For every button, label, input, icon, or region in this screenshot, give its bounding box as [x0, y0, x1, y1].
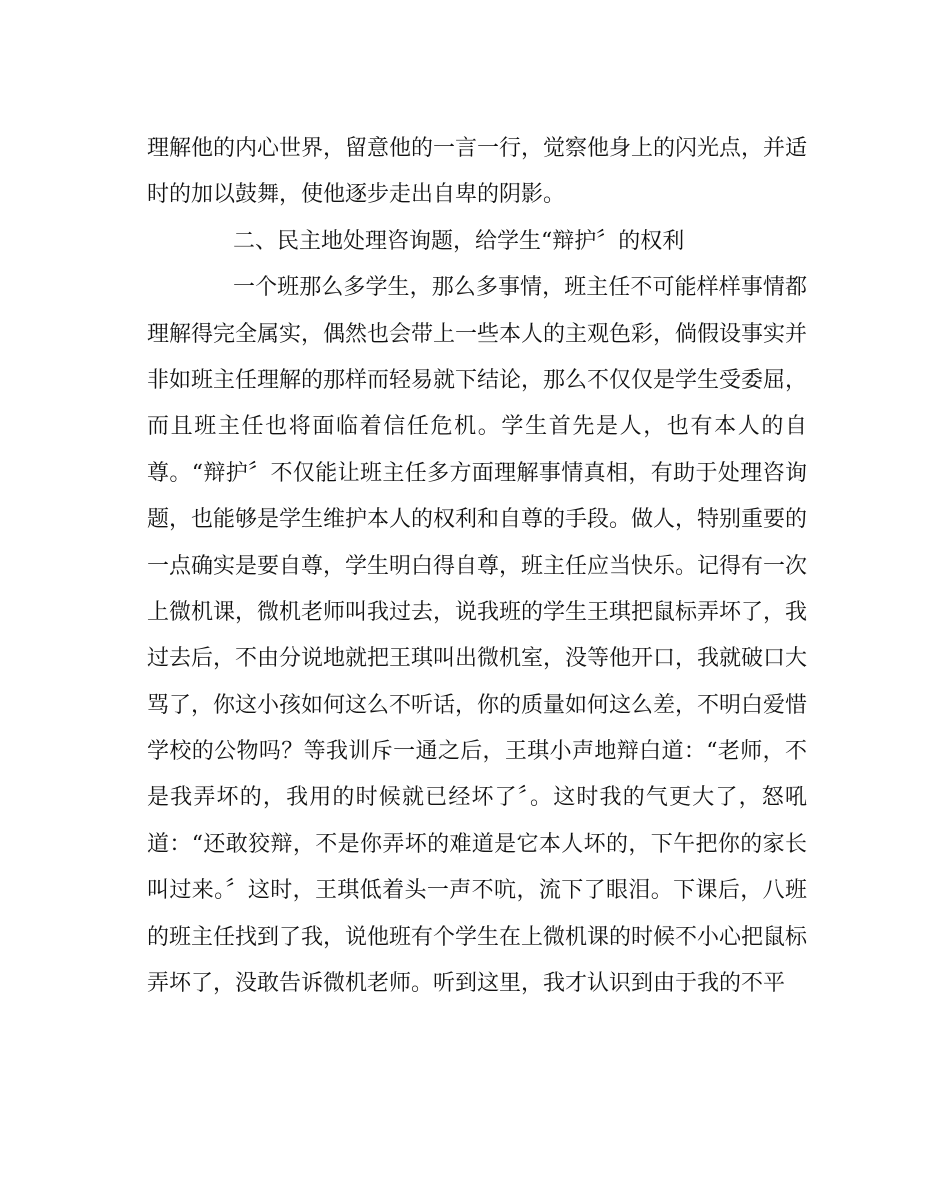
text-line: 学校的公物吗？等我训斥一通之后，王琪小声地辩白道：“老师，不	[147, 739, 807, 765]
text-line: 理解得完全属实，偶然也会带上一些本人的主观色彩，倘假设事实并	[147, 321, 807, 347]
section-heading: 二、民主地处理咨询题，给学生“辩护〞的权利	[233, 228, 685, 254]
text-line: 非如班主任理解的那样而轻易就下结论，那么不仅仅是学生受委屈，	[147, 367, 807, 393]
text-line: 一点确实是要自尊，学生明白得自尊，班主任应当快乐。记得有一次	[147, 553, 807, 579]
text-line: 是我弄坏的，我用的时候就已经坏了〞。这时我的气更大了，怒吼	[147, 785, 807, 811]
text-line: 而且班主任也将面临着信任危机。学生首先是人，也有本人的自	[147, 414, 807, 440]
text-line: 时的加以鼓舞，使他逐步走出自卑的阴影。	[147, 182, 566, 208]
text-line: 叫过来。〞这时，王琪低着头一声不吭，流下了眼泪。下课后，八班	[147, 878, 807, 904]
text-line: 的班主任找到了我，说他班有个学生在上微机课的时候不小心把鼠标	[147, 924, 807, 950]
text-line: 尊。“辩护〞不仅能让班主任多方面理解事情真相，有助于处理咨询	[147, 460, 807, 486]
text-line: 弄坏了，没敢告诉微机老师。听到这里，我才认识到由于我的不平	[147, 971, 786, 997]
text-line: 上微机课，微机老师叫我过去，说我班的学生王琪把鼠标弄坏了，我	[147, 599, 807, 625]
text-line: 道：“还敢狡辩，不是你弄坏的难道是它本人坏的，下午把你的家长	[147, 831, 807, 857]
text-line: 理解他的内心世界，留意他的一言一行，觉察他身上的闪光点，并适	[147, 136, 807, 161]
paragraph-first-line: 一个班那么多学生，那么多事情，班主任不可能样样事情都	[233, 275, 807, 301]
text-line: 骂了，你这小孩如何这么不听话，你的质量如何这么差，不明白爱惜	[147, 692, 807, 718]
text-line: 过去后，不由分说地就把王琪叫出微机室，没等他开口，我就破口大	[147, 646, 807, 672]
text-line: 题，也能够是学生维护本人的权利和自尊的手段。做人，特别重要的	[147, 507, 807, 533]
body-text	[147, 126, 807, 1007]
